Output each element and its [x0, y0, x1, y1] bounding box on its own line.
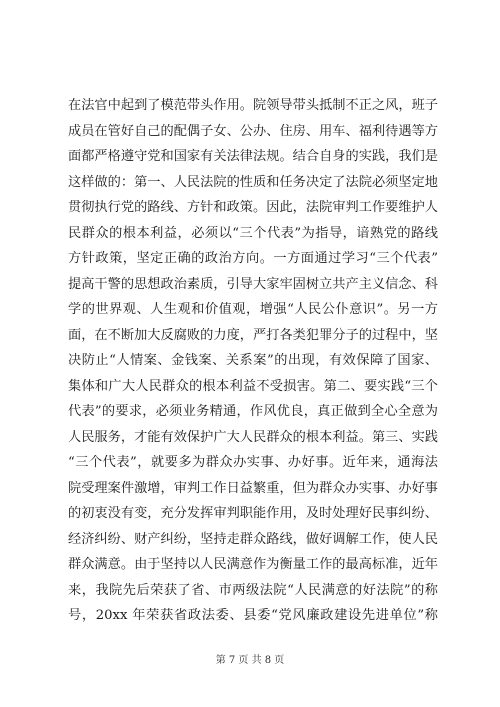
text-line: 群众满意。由于坚持以人民满意作为衡量工作的最高标准，近年 [68, 557, 438, 572]
page-number: 第 7 页 共 8 页 [215, 655, 285, 666]
text-line: 代表”的要求，必须业务精通，作风优良，真正做到全心全意为 [68, 404, 438, 419]
text-line: 这样做的：第一、人民法院的性质和任务决定了法院必须坚定地 [68, 174, 438, 190]
text-line: 在法官中起到了模范带头作用。院领导带头抵制不正之风，班子 [68, 98, 438, 113]
page-footer [0, 651, 500, 666]
text-line: 贯彻执行党的路线、方针和政策。因此，法院审判工作要维护人 [68, 200, 438, 215]
text-line: 方针政策，坚定正确的政治方向。一方面通过学习“三个代表” [68, 251, 438, 266]
text-line: 提高干警的思想政治素质，引导大家牢固树立共产主义信念、科 [68, 276, 438, 292]
text-line: 的初衷没有变，充分发挥审判职能作用，及时处理好民事纠纷、 [68, 506, 438, 521]
text-line: 经济纠纷、财产纠纷，坚持走群众路线，做好调解工作，使人民 [68, 531, 438, 547]
text-line: 集体和广大人民群众的根本利益不受损害。第二、要实践“三个 [68, 378, 438, 394]
text-line: 院受理案件激增，审判工作日益繁重，但为群众办实事、办好事 [68, 480, 438, 496]
text-line: “三个代表”，就要多为群众办实事、办好事。近年来，通海法 [68, 455, 438, 470]
text-line: 来，我院先后荣获了省、市两级法院“人民满意的好法院”的称 [68, 582, 438, 598]
body-text [68, 93, 438, 629]
text-line: 面，在不断加大反腐败的力度，严打各类犯罪分子的过程中，坚 [68, 327, 438, 343]
text-line: 决防止“人情案、金钱案、关系案”的出现，有效保障了国家、 [68, 353, 438, 368]
text-line: 面都严格遵守党和国家有关法律法规。结合自身的实践，我们是 [68, 149, 438, 164]
text-line: 学的世界观、人生观和价值观，增强“人民公仆意识”。另一方 [68, 302, 438, 317]
text-line: 成员在管好自己的配偶子女、公办、住房、用车、福利待遇等方 [68, 123, 438, 139]
text-line: 人民服务，才能有效保护广大人民群众的根本利益。第三、实践 [68, 429, 438, 445]
text-line: 民群众的根本利益，必须以“三个代表”为指导，谙熟党的路线 [68, 225, 438, 241]
text-line: 号，20xx 年荣获省政法委、县委“党风廉政建设先进单位”称 [68, 608, 438, 623]
